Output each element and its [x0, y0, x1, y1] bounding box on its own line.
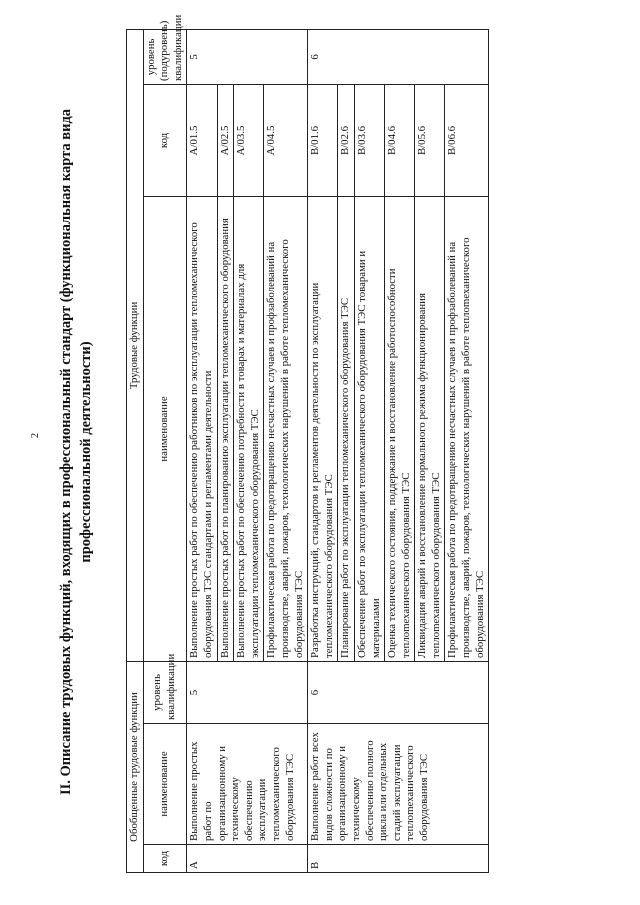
table-row: [187, 29, 217, 872]
group-name: Выполнение простых работ по организационному и техническому обеспечению эксплуатации тепломеханического оборудования ТЭС: [187, 724, 308, 845]
function-code: B/03.6: [354, 84, 384, 196]
page-number: 2: [30, 433, 41, 438]
function-level: 5: [187, 29, 308, 84]
header-function-code: код: [143, 84, 187, 196]
function-level: 6: [308, 29, 489, 84]
header-level: уровень квалификации: [143, 661, 187, 723]
header-row-2: [143, 29, 187, 872]
header-function-name: наименование: [143, 196, 187, 661]
function-name: Ликвидация аварий и восстановление нормального режима функционирования теплomеханического оборудования ТЭС: [415, 196, 445, 661]
function-name: Выполнение простых работ по планированию эксплуатации тепломеханического оборудования: [217, 196, 234, 661]
function-name: Профилактическая работа по предотвращению несчастных случаев и профзаболеваний на производстве, аварий, пожаров, технологических нарушений в работе теплomеханического оборудования ТЭС: [445, 196, 489, 661]
function-name: Планирование работ по эксплуатации тепломеханического оборудования ТЭС: [338, 196, 355, 661]
function-code: A/04.5: [264, 84, 308, 196]
group-name: Выполнение работ всех видов сложности по организационному и техническому обеспечению полного цикла или отдельных стадий эксплуатации теплomеханического оборудования ТЭС: [308, 724, 489, 845]
header-name: наименование: [143, 724, 187, 845]
function-name: Профилактическая работа по предотвращению несчастных случаев и профзаболеваний на производстве, аварий, пожаров, технологических нарушений в работе тепломеханического оборудования ТЭС: [264, 196, 308, 661]
table-row: [308, 29, 338, 872]
function-code: A/01.5: [187, 84, 217, 196]
function-name: Разработка инструкций, стандартов и регламентов деятельности по эксплуатации тепломеханического оборудования ТЭС: [308, 196, 338, 661]
function-code: A/03.5: [234, 84, 264, 196]
function-name: Выполнение простых работ по обеспечению потребности в товарах и материалах для эксплуатации тепломеханического оборудования ТЭС: [234, 196, 264, 661]
group-level: 5: [187, 661, 308, 723]
heading-line-1: II. Описание трудовых функций, входящих в профессиональный стандарт (функциональная карта вида: [58, 108, 74, 796]
function-name: Обеспечение работ по эксплуатации тепломеханического оборудования ТЭС товарами и материалами: [354, 196, 384, 661]
header-function-level: уровень (подуровень) квалификации: [143, 29, 187, 84]
function-code: B/04.6: [385, 84, 415, 196]
function-code: B/06.6: [445, 84, 489, 196]
header-generalized-functions: Обобщенные трудовые функции: [127, 661, 144, 872]
header-code: код: [143, 845, 187, 873]
section-heading: [56, 47, 96, 857]
function-code: B/01.6: [308, 84, 338, 196]
function-code: B/05.6: [415, 84, 445, 196]
function-code: A/02.5: [217, 84, 234, 196]
function-name: Выполнение простых работ по обеспечению работников по эксплуатации тепломеханического оборудования ТЭС стандартами и регламентами деятельности: [187, 196, 217, 661]
heading-line-2: профессиональной деятельности): [78, 341, 94, 563]
header-labor-functions: Трудовые функции: [127, 29, 144, 661]
function-code: B/02.6: [338, 84, 355, 196]
group-code: B: [308, 845, 489, 873]
function-name: Оценка технического состояния, поддержание и восстановление работоспособности теплomеханического оборудования ТЭС: [385, 196, 415, 661]
functional-map-table: [126, 14, 489, 873]
group-code: A: [187, 845, 308, 873]
header-row-1: [127, 29, 144, 872]
group-level: 6: [308, 661, 489, 723]
